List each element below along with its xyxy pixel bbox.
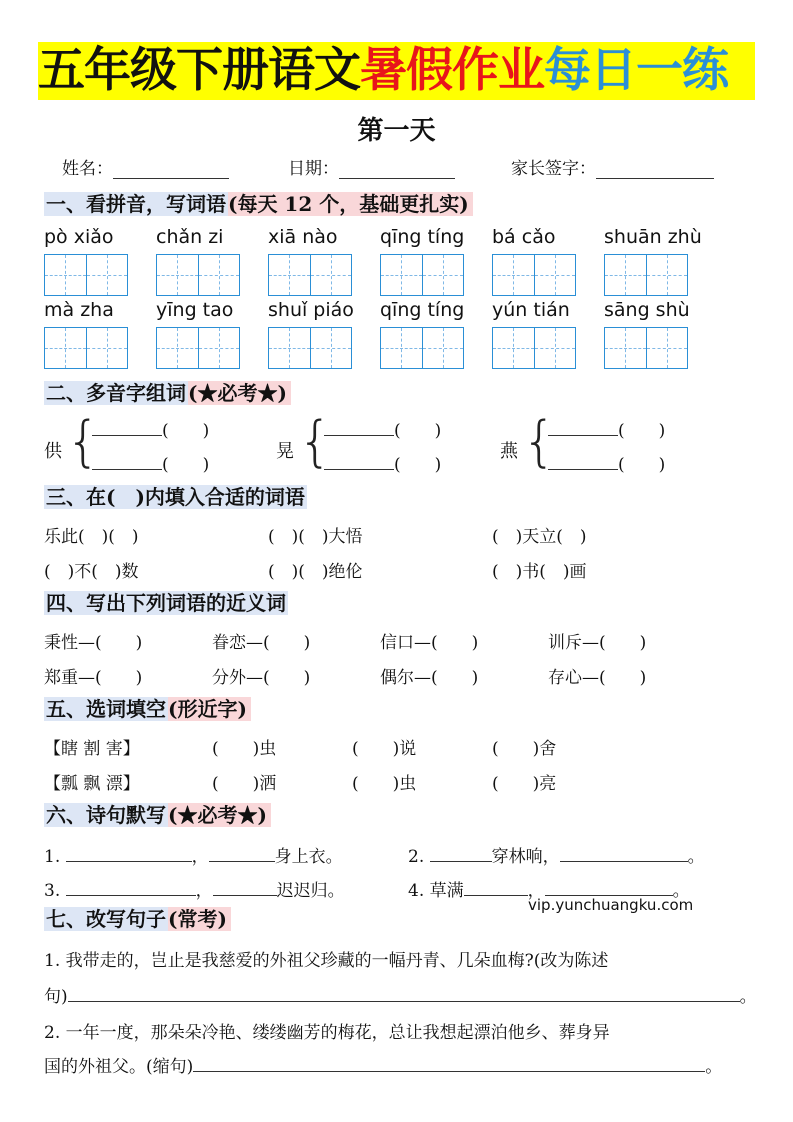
poem-4-comma: ， (527, 881, 545, 901)
brace-3: { (522, 410, 557, 473)
polyphone-1-line-2[interactable] (92, 450, 209, 475)
section-7-header (44, 904, 231, 934)
sentence-1-end: 。 (739, 987, 757, 1007)
pinyin-label: mà zha (44, 299, 114, 321)
parent-sign-field[interactable] (511, 154, 714, 179)
tianzi-grid[interactable] (156, 327, 240, 369)
paren: ( ) (162, 455, 210, 475)
grid-cell[interactable] (45, 255, 87, 295)
grid-cell[interactable] (269, 255, 311, 295)
choice-1c[interactable]: ( )舍 (492, 739, 557, 759)
tianzi-grid[interactable] (492, 327, 576, 369)
synonym-1d[interactable]: 训斥—( ) (548, 633, 647, 653)
grid-cell[interactable] (605, 255, 647, 295)
grid-cell[interactable] (381, 328, 423, 368)
section-4-header (44, 588, 288, 618)
grid-cell[interactable] (87, 328, 128, 368)
fill-2b[interactable]: ( )( )绝伦 (268, 562, 363, 582)
grid-cell[interactable] (423, 328, 464, 368)
section-4-title: 四、写出下列词语的近义词 (46, 591, 286, 615)
pinyin-label: shuān zhù (604, 226, 702, 248)
tianzi-grid[interactable] (492, 254, 576, 296)
grid-cell[interactable] (381, 255, 423, 295)
tianzi-grid[interactable] (380, 327, 464, 369)
brace-2: { (298, 410, 333, 473)
paren: ( ) (618, 421, 666, 441)
grid-cell[interactable] (45, 328, 87, 368)
grid-cell[interactable] (647, 255, 688, 295)
polyphone-2-line-2[interactable] (324, 450, 441, 475)
poem-3-text: 迟迟归。 (276, 881, 345, 901)
tianzi-grid[interactable] (44, 254, 128, 296)
polyphone-char-2: 晃 (276, 441, 294, 462)
banner-summer: 暑假作业 (360, 43, 544, 98)
pinyin-label: pò xiǎo (44, 226, 114, 248)
section-3-title: 三、在( )内填入合适的词语 (46, 485, 305, 509)
synonym-1b[interactable]: 眷恋—( ) (212, 633, 311, 653)
tianzi-grid[interactable] (604, 327, 688, 369)
grid-cell[interactable] (493, 328, 535, 368)
poem-1-comma: ， (191, 847, 209, 867)
section-1-note: (每天 12 个，基础更扎实) (228, 192, 473, 216)
poem-3-number: 3. (44, 881, 61, 901)
pinyin-label: sāng shù (604, 299, 690, 321)
fill-2a[interactable]: ( )不( )数 (44, 562, 139, 582)
name-label: 姓名： (62, 159, 113, 179)
paren: ( ) (394, 455, 442, 475)
choice-2a[interactable]: ( )洒 (212, 774, 277, 794)
pinyin-label: yīng tao (156, 299, 234, 321)
grid-cell[interactable] (269, 328, 311, 368)
polyphone-char-1: 供 (44, 441, 62, 462)
grid-cell[interactable] (423, 255, 464, 295)
tianzi-grid[interactable] (268, 254, 352, 296)
poem-3-comma: ， (195, 881, 213, 901)
sentence-2-answer[interactable] (44, 1052, 722, 1077)
sentence-1-answer[interactable] (44, 982, 757, 1007)
grid-cell[interactable] (535, 328, 576, 368)
grid-cell[interactable] (157, 255, 199, 295)
tianzi-grid[interactable] (604, 254, 688, 296)
poem-4-text: 草满 (429, 881, 464, 901)
section-7-title: 七、改写句子 (46, 907, 166, 931)
sentence-2-end: 。 (705, 1057, 723, 1077)
sentence-1-text: 1. 我带走的，岂止是我慈爱的外祖父珍藏的一幅丹青、几朵血梅?(改为陈述 (44, 951, 609, 971)
grid-cell[interactable] (199, 255, 240, 295)
synonym-1c[interactable]: 信口—( ) (380, 633, 479, 653)
polyphone-3-line-2[interactable] (548, 450, 665, 475)
pinyin-label: chǎn zi (156, 226, 224, 248)
paren: ( ) (394, 421, 442, 441)
section-5-title: 五、选词填空 (46, 697, 166, 721)
section-7-note: (常考) (168, 907, 231, 931)
poem-2-number: 2. (408, 847, 425, 867)
fill-1c[interactable]: ( )天立( ) (492, 527, 587, 547)
poem-4-number: 4. (408, 881, 425, 901)
poem-4-end: 。 (672, 881, 690, 901)
section-6-header (44, 800, 271, 830)
grid-cell[interactable] (311, 255, 352, 295)
sentence-1-tail: 句) (44, 987, 68, 1007)
poem-line-1[interactable] (44, 842, 343, 867)
banner-grade: 五年级下册语文 (38, 43, 360, 98)
polyphone-char-3: 燕 (500, 441, 518, 462)
watermark: vip.yunchuangku.com (528, 896, 694, 914)
synonym-1a[interactable]: 秉性—( ) (44, 633, 143, 653)
synonym-2b[interactable]: 分外—( ) (212, 668, 311, 688)
section-5-note: (形近字) (168, 697, 251, 721)
title-banner (38, 42, 755, 100)
grid-cell[interactable] (493, 255, 535, 295)
pinyin-label: yún tián (492, 299, 570, 321)
section-2-note: (★必考★) (188, 381, 291, 405)
poem-line-2[interactable] (408, 842, 705, 867)
poem-line-3[interactable] (44, 876, 345, 901)
grid-cell[interactable] (199, 328, 240, 368)
fill-1b[interactable]: ( )( )大悟 (268, 527, 363, 547)
pinyin-label: qīng tíng (380, 226, 465, 248)
synonym-2c[interactable]: 偶尔—( ) (380, 668, 479, 688)
tianzi-grid[interactable] (156, 254, 240, 296)
synonym-2a[interactable]: 郑重—( ) (44, 668, 143, 688)
sentence-2-text: 2. 一年一度，那朵朵冷艳、缕缕幽芳的梅花，总让我想起漂泊他乡、葬身异 (44, 1023, 610, 1043)
section-2-header (44, 378, 291, 408)
choice-1-options: 【瞎 割 害】 (44, 739, 140, 759)
section-6-note: (★必考★) (168, 803, 271, 827)
synonym-2d[interactable]: 存心—( ) (548, 668, 647, 688)
grid-cell[interactable] (87, 255, 128, 295)
grid-cell[interactable] (535, 255, 576, 295)
section-3-header (44, 482, 307, 512)
pinyin-label: bá cǎo (492, 226, 556, 248)
section-5-header (44, 694, 251, 724)
parent-sign-label: 家长签字： (511, 159, 596, 179)
grid-cell[interactable] (605, 328, 647, 368)
choice-2-options: 【瓢 飘 漂】 (44, 774, 140, 794)
polyphone-2-line-1[interactable] (324, 416, 441, 441)
poem-2-end: 。 (687, 847, 705, 867)
paren: ( ) (618, 455, 666, 475)
polyphone-1-line-1[interactable] (92, 416, 209, 441)
grid-cell[interactable] (647, 328, 688, 368)
page-title: 第一天 (357, 116, 436, 146)
poem-1-text: 身上衣。 (274, 847, 343, 867)
pinyin-label: shuǐ piáo (268, 299, 354, 321)
choice-1b[interactable]: ( )说 (352, 739, 417, 759)
tianzi-grid[interactable] (380, 254, 464, 296)
section-2-title: 二、多音字组词 (46, 381, 186, 405)
polyphone-3-line-1[interactable] (548, 416, 665, 441)
date-field[interactable] (288, 154, 455, 179)
pinyin-label: xiā nào (268, 226, 338, 248)
choice-2c[interactable]: ( )亮 (492, 774, 557, 794)
sentence-2-tail: 国的外祖父。(缩句) (44, 1057, 194, 1077)
paren: ( ) (162, 421, 210, 441)
brace-1: { (66, 410, 101, 473)
poem-2-text: 穿林响， (491, 847, 560, 867)
choice-2b[interactable]: ( )虫 (352, 774, 417, 794)
section-6-title: 六、诗句默写 (46, 803, 166, 827)
banner-daily: 每日一练 (544, 43, 728, 98)
tianzi-grid[interactable] (44, 327, 128, 369)
pinyin-label: qīng tíng (380, 299, 465, 321)
grid-cell[interactable] (311, 328, 352, 368)
fill-1a[interactable]: 乐此( )( ) (44, 527, 139, 547)
choice-1a[interactable]: ( )虫 (212, 739, 277, 759)
tianzi-grid[interactable] (268, 327, 352, 369)
section-1-header (44, 189, 473, 219)
name-field[interactable] (62, 154, 229, 179)
date-label: 日期： (288, 159, 339, 179)
grid-cell[interactable] (157, 328, 199, 368)
fill-2c[interactable]: ( )书( )画 (492, 562, 587, 582)
section-1-title: 一、看拼音，写词语 (46, 192, 226, 216)
poem-1-number: 1. (44, 847, 61, 867)
